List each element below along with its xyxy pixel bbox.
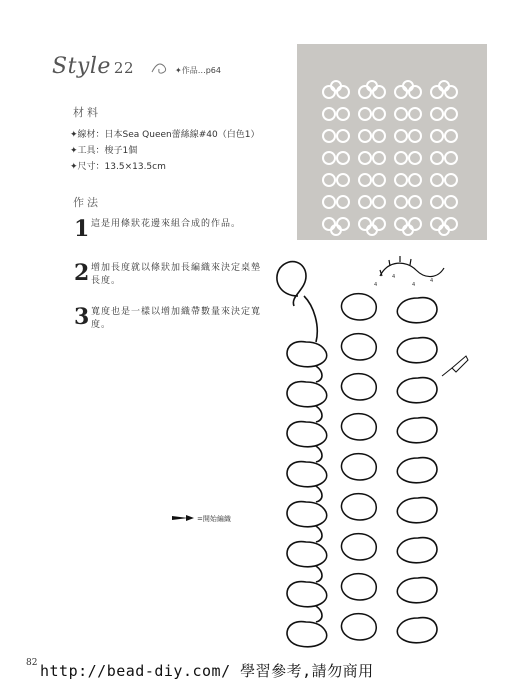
lace-photo [297,44,487,240]
material-thread: ✦線材：日本Sea Queen蕾絲線#40（白色1） [70,130,260,140]
style-number: 22 [113,59,134,77]
step-2-number: 2 [74,260,90,286]
step-2-text: 增加長度就以條狀加長編織來決定桌墊長度。 [91,263,262,286]
style-title [52,54,134,79]
picot-count: 4 [430,278,434,284]
material-size: ✦尺寸：13.5×13.5cm [70,162,166,172]
center-rings-column [341,294,376,640]
start-arrow-icon [172,514,194,522]
right-rings-column [397,298,437,643]
step-1-text: 這是用條狀花邊來組合成的作品。 [91,219,242,229]
step-3-text: 寬度也是一樣以增加織帶數量來決定寬度。 [91,307,262,330]
material-tool: ✦工具：梭子1個 [70,146,138,156]
lace-photo-image [297,44,487,240]
tatting-diagram [270,256,475,656]
start-label: =開始編織 [197,515,231,523]
picot-count: 4 [392,274,396,280]
step-1-number: 1 [74,216,90,242]
picot-count: 4 [374,282,378,288]
swirl-ornament-icon [150,58,170,78]
top-picot-chain [380,256,444,277]
work-reference: ✦作品…p64 [175,66,221,75]
start-curl [277,262,306,306]
style-word: Style [52,54,111,79]
page-number: 82 [26,658,38,668]
method-heading: 作法 [73,196,101,209]
materials-heading: 材料 [73,106,101,119]
shuttle-icon [442,356,468,376]
picot-count: 4 [412,282,416,288]
footer-watermark-text: http://bead-diy.com/ 學習參考,請勿商用 [40,662,374,680]
step-3-number: 3 [74,304,90,330]
left-rings-column [287,296,327,647]
